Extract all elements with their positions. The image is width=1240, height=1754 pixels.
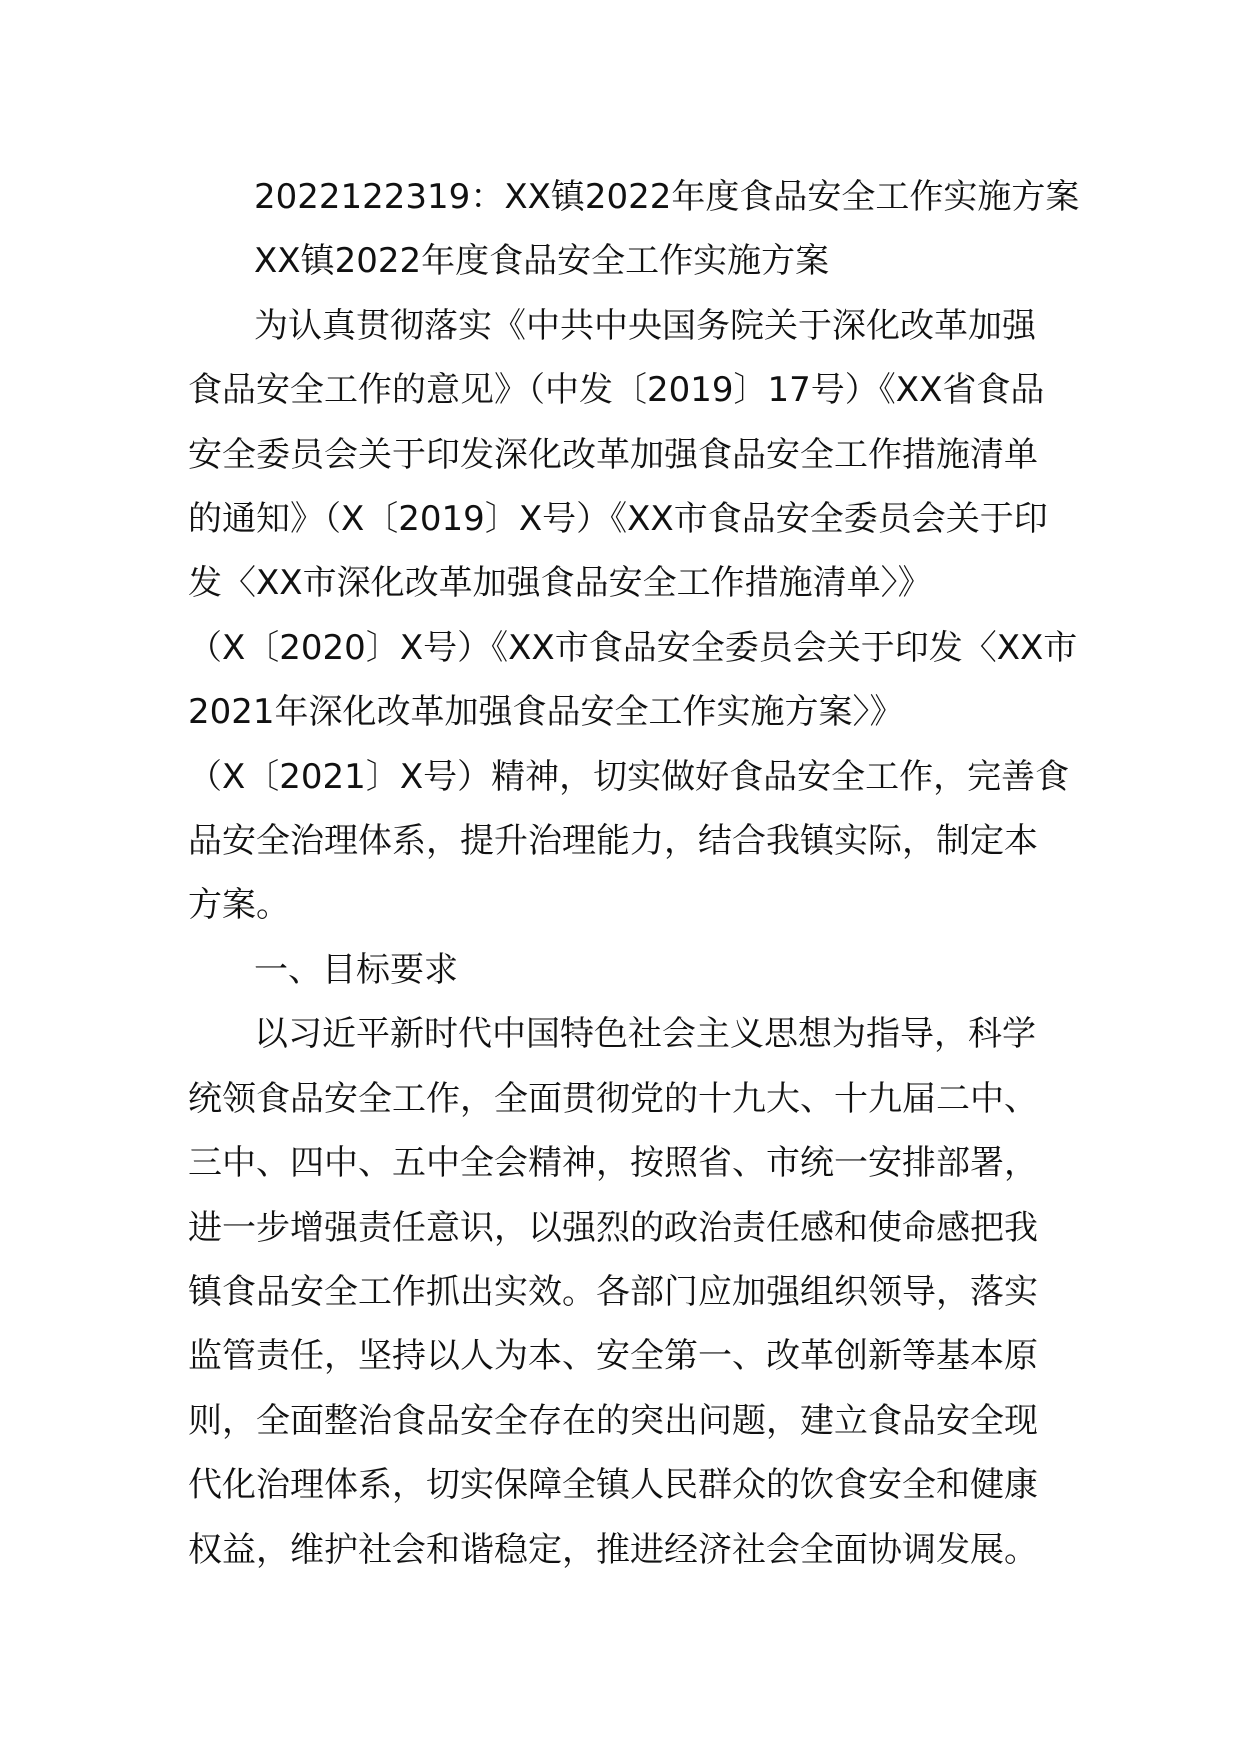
paragraph-line: 品安全治理体系，提升治理能力，结合我镇实际，制定本 (188, 821, 1038, 862)
paragraph-line: 的通知》（X〔2019〕X号）《XX市食品安全委员会关于印 (188, 499, 1048, 540)
document-title: XX镇2022年度食品安全工作实施方案 (254, 241, 830, 282)
paragraph-line: 则，全面整治食品安全存在的突出问题，建立食品安全现 (188, 1400, 1038, 1441)
paragraph-line: 统领食品安全工作，全面贯彻党的十九大、十九届二中、 (188, 1078, 1038, 1119)
paragraph-line: 2021年深化改革加强食品安全工作实施方案〉》 (188, 692, 904, 733)
paragraph-line: 代化治理体系，切实保障全镇人民群众的饮食安全和健康 (188, 1465, 1038, 1506)
paragraph-line: 镇食品安全工作抓出实效。各部门应加强组织领导，落实 (188, 1271, 1038, 1312)
paragraph-line: 进一步增强责任意识，以强烈的政治责任感和使命感把我 (188, 1207, 1038, 1248)
paragraph-line: 以习近平新时代中国特色社会主义思想为指导，科学 (254, 1014, 1036, 1055)
paragraph-line: 为认真贯彻落实《中共中央国务院关于深化改革加强 (254, 305, 1036, 346)
paragraph-line: 方案。 (188, 885, 290, 926)
paragraph-line: 三中、四中、五中全会精神，按照省、市统一安排部署， (188, 1143, 1038, 1184)
paragraph-line: 监管责任，坚持以人为本、安全第一、改革创新等基本原 (188, 1336, 1038, 1377)
paragraph-line: 安全委员会关于印发深化改革加强食品安全工作措施清单 (188, 434, 1038, 475)
section-heading: 一、目标要求 (254, 949, 458, 990)
document-header-line: 2022122319：XX镇2022年度食品安全工作实施方案 (254, 177, 1080, 217)
paragraph-line: 食品安全工作的意见》（中发〔2019〕17号）《XX省食品 (188, 370, 1045, 411)
paragraph-line: 发〈XX市深化改革加强食品安全工作措施清单〉》 (188, 563, 932, 604)
document-page (188, 165, 1080, 1582)
intro-paragraph (188, 294, 1078, 938)
paragraph-line: （X〔2021〕X号）精神，切实做好食品安全工作，完善食 (188, 756, 1070, 797)
paragraph-line: 权益，维护社会和谐稳定，推进经济社会全面协调发展。 (188, 1529, 1038, 1570)
section-paragraph (188, 1002, 1058, 1582)
paragraph-line: （X〔2020〕X号）《XX市食品安全委员会关于印发〈XX市 (188, 627, 1078, 668)
